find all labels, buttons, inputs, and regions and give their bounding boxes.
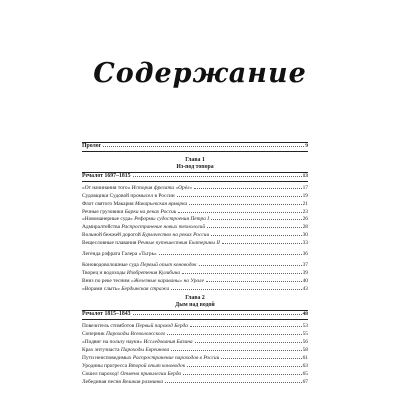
toc-entry-subtitle: Первый пароход Берда	[135, 323, 188, 329]
toc-page-number: 23	[302, 209, 308, 215]
toc-entry[interactable]	[82, 201, 308, 208]
toc-entry[interactable]	[82, 379, 308, 386]
toc-entry[interactable]	[82, 347, 308, 354]
toc-page-number: 19	[302, 193, 308, 199]
toc-entry[interactable]	[82, 193, 308, 200]
toc-leader-dots	[177, 196, 302, 197]
toc-entry[interactable]	[82, 323, 308, 330]
toc-page-number: 28	[302, 224, 308, 230]
toc-entry-title: «Подвиг на пользу науки» Исследования Базина	[82, 339, 193, 345]
toc-entry-subtitle: Второй опыт коноводок	[128, 363, 186, 369]
toc-entry[interactable]	[82, 224, 308, 231]
chapter-name: Дым над водой	[175, 302, 215, 308]
toc-entry-title: Пролог	[82, 143, 102, 149]
chapter-label: Глава 1	[185, 157, 205, 163]
toc-entry[interactable]	[82, 270, 308, 277]
toc-entry-subtitle: «Железные караваны» на Урале	[130, 278, 204, 284]
toc-entry-title: Пути неисповедимых Распространение пароходов в России	[82, 355, 220, 361]
toc-entry-subtitle: Изобретения Кулибина	[126, 270, 181, 276]
toc-page-number: 43	[302, 286, 308, 292]
toc-entry-subtitle: История фрегата «Орёл»	[131, 185, 193, 191]
toc-page-number: 26	[302, 216, 308, 222]
toc-entry-title: Уродины прогресса Второй опыт коноводок	[82, 363, 186, 369]
toc-entry-title: «Ворами слыть» Бердынская стража	[82, 286, 170, 292]
toc-entry-title: Судовщики Судовой промысел в России	[82, 193, 175, 199]
toc-entry[interactable]	[82, 339, 308, 346]
toc-leader-dots	[103, 146, 304, 147]
toc-entry-title: Вольной бежжей дорогой Бурлачество на реках России	[82, 232, 210, 238]
toc-leader-dots	[165, 382, 302, 383]
toc-leader-dots	[178, 212, 301, 213]
toc-page-number: 39	[302, 270, 308, 276]
toc-entry-subtitle: Распространение пароходов в России	[132, 355, 220, 361]
toc-entry-title: Сошел пароход! Отмена привилегии Берда	[82, 371, 182, 377]
toc-section-header[interactable]	[82, 311, 308, 318]
toc-leader-dots	[195, 342, 302, 343]
toc-entry-title: Творец и водоходы Изобретения Кулибина	[82, 270, 181, 276]
toc-entry-title: Флот святого Макария Макарьевская ярмарка	[82, 201, 188, 207]
toc-entry-subtitle: Бердынская стража	[121, 286, 170, 292]
toc-page-number: 33	[302, 240, 308, 246]
toc-leader-dots	[167, 334, 301, 335]
toc-leader-dots	[222, 243, 302, 244]
toc-leader-dots	[182, 273, 302, 274]
toc-leader-dots	[199, 265, 302, 266]
toc-entry-subtitle: Барки на реках России	[124, 209, 177, 215]
toc-entry-subtitle: Пароходы Всеволожского	[106, 331, 166, 337]
toc-entry-title: Легенда рэфрата Галера «Тьгрь»	[82, 251, 157, 257]
toc-entry[interactable]	[82, 355, 308, 362]
toc-leader-dots	[190, 326, 302, 327]
toc-entry[interactable]	[82, 331, 308, 338]
toc-leader-dots	[159, 254, 302, 255]
toc-entry-title: Повелитель стимботов Первый пароход Берда	[82, 323, 188, 329]
toc-entry-subtitle: Первый опыт коноводок	[140, 262, 197, 268]
toc-leader-dots	[133, 176, 302, 177]
toc-page-number: 63	[302, 363, 308, 369]
toc-leader-dots	[194, 188, 301, 189]
toc-entry-title: Вниз по реке тесним «Железные караваны» на Урале	[82, 278, 204, 284]
toc-page-number: 67	[302, 379, 308, 385]
toc-entry[interactable]	[82, 209, 308, 216]
toc-entry-title: Речные грузовики Барки на реках России	[82, 209, 177, 215]
toc-leader-dots	[133, 314, 302, 315]
toc-page-number: 58	[302, 347, 308, 353]
toc-page-number: 53	[302, 323, 308, 329]
toc-leader-dots	[183, 374, 301, 375]
toc-entry[interactable]	[82, 251, 308, 258]
toc-entry[interactable]	[82, 185, 308, 192]
toc-entry[interactable]	[82, 371, 308, 378]
toc-page-number: 55	[302, 331, 308, 337]
toc-entry[interactable]	[82, 363, 308, 370]
toc-entry[interactable]	[82, 232, 308, 239]
toc-entry-subtitle: Пароходы Евреинова	[120, 347, 170, 353]
toc-entry-title: Коноводоволошные суда Первый опыт коноводок	[82, 262, 197, 268]
toc-entry-subtitle: Великая разминка	[122, 379, 164, 385]
toc-entry-title: Лебединая песня Великая разминка	[82, 379, 164, 385]
toc-entry-subtitle: Бурлачество на реках России	[142, 232, 210, 238]
toc-entry-subtitle: Речные путешествия Екатерины II	[137, 240, 220, 246]
toc-leader-dots	[207, 227, 302, 228]
toc-entry-title: Соперник Пароходы Всеволожского	[82, 331, 166, 337]
toc-entry[interactable]	[82, 286, 308, 293]
toc-entry-subtitle: Отмена привилегии Берда	[120, 371, 182, 377]
toc-leader-dots	[211, 235, 301, 236]
toc-divider	[82, 151, 308, 152]
chapter-name: Из-под топора	[176, 164, 214, 170]
toc-entry-subtitle: Распространение новых технологий	[121, 224, 206, 230]
toc-entry-title: «Новоманерные суда» Реформы судостроения Петра I	[82, 216, 209, 222]
toc-entry[interactable]	[82, 278, 308, 285]
toc-leader-dots	[187, 366, 301, 367]
toc-entry-title: Вещесловные плавания Речные путешествия Екатерины II	[82, 240, 220, 246]
toc-entry[interactable]	[82, 262, 308, 269]
toc-entry-subtitle: Реформы судостроения Петра I	[134, 216, 209, 222]
toc-leader-dots	[221, 358, 301, 359]
page-title: Содержание	[93, 58, 307, 89]
toc-entry[interactable]	[82, 216, 308, 223]
toc-page-number: 17	[302, 185, 308, 191]
toc-entry-subtitle: Исследования Базина	[143, 339, 193, 345]
toc-leader-dots	[171, 350, 301, 351]
toc-page-number: 36	[302, 251, 308, 257]
toc-entry-title: Адмиралтейства Распространение новых технологий	[82, 224, 206, 230]
toc-divider	[82, 319, 308, 320]
toc-entry-subtitle: Макарьевская ярмарка	[134, 201, 188, 207]
toc-entry-title: Речалот 1815–1843	[82, 311, 131, 317]
toc-page-number: 56	[302, 339, 308, 345]
toc-leader-dots	[189, 204, 301, 205]
toc-leader-dots	[206, 281, 302, 282]
toc-leader-dots	[171, 289, 301, 290]
toc-page-number: 65	[302, 371, 308, 377]
toc-divider	[82, 181, 308, 182]
toc-page-number: 30	[302, 232, 308, 238]
toc-entry-title: Крах энтузиаста Пароходы Евреинова	[82, 347, 170, 353]
toc-entry[interactable]	[82, 240, 308, 247]
toc-page-number: 13	[302, 173, 308, 179]
toc-entry-title: Речалот 1697–1815	[82, 173, 131, 179]
chapter-label: Глава 2	[185, 295, 205, 301]
toc-page-number: 37	[302, 262, 308, 268]
toc-page-number: 21	[302, 201, 308, 207]
toc-page-number: 48	[302, 311, 308, 317]
toc-page-number: 9	[305, 143, 308, 149]
toc-leader-dots	[211, 219, 302, 220]
toc-page-number: 40	[302, 278, 308, 284]
toc-section-header[interactable]	[82, 173, 308, 180]
toc-page-number: 61	[302, 355, 308, 361]
toc-prologue[interactable]	[82, 143, 308, 150]
toc-entry-title: «От начинания того» История фрегата «Орёл»	[82, 185, 193, 191]
